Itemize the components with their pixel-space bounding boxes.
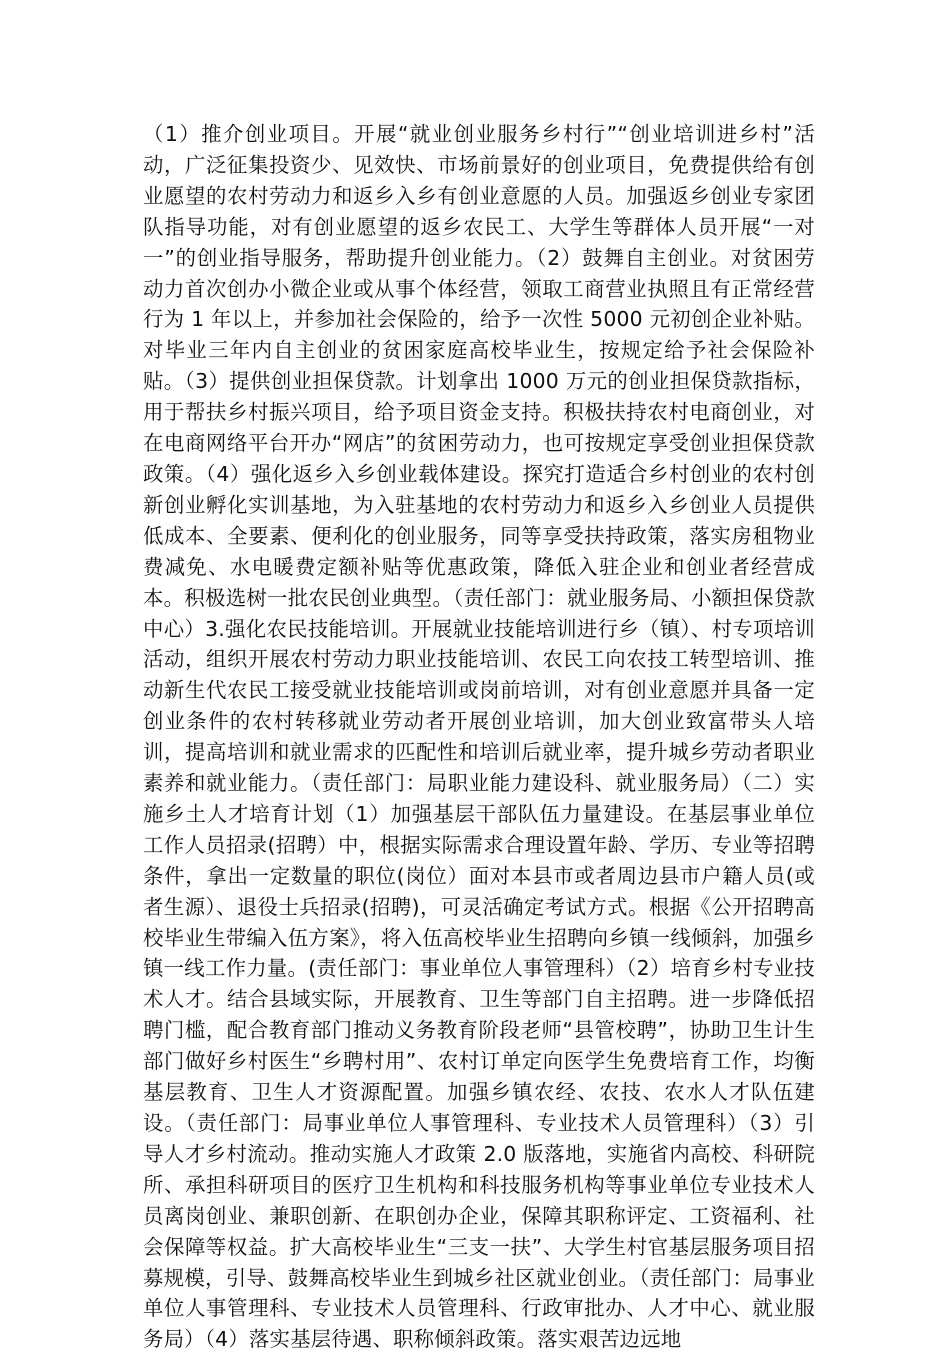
body-paragraph: （1）推介创业项目。开展“就业创业服务乡村行”“创业培训进乡村”活动，广泛征集投资少、见效快、市场前景好的创业项目，免费提供给有创业愿望的农村劳动力和返乡入乡有创业意愿的人员。加强返乡创业专家团队指导功能，对有创业愿望的返乡农民工、大学生等群体人员开展“一对一”的创业指导服务，帮助提升创业能力。（2）鼓舞自主创业。对贫困劳动力首次创办小微企业或从事个体经营，领取工商营业执照且有正常经营行为 1 年以上，并参加社会保险的，给予一次性 5000 元初创企业补贴。对毕业三年内自主创业的贫困家庭高校毕业生，按规定给予社会保险补贴。（3）提供创业担保贷款。计划拿出 1000 万元的创业担保贷款指标，用于帮扶乡村振兴项目，给予项目资金支持。积极扶持农村电商创业，对在电商网络平台开办“网店”的贫困劳动力，也可按规定享受创业担保贷款政策。（4）强化返乡入乡创业载体建设。探究打造适合乡村创业的农村创新创业孵化实训基地，为入驻基地的农村劳动力和返乡入乡创业人员提供低成本、全要素、便利化的创业服务，同等享受扶持政策，落实房租物业费减免、水电暖费定额补贴等优惠政策，降低入驻企业和创业者经营成本。积极选树一批农民创业典型。（责任部门：就业服务局、小额担保贷款中心）3.强化农民技能培训。开展就业技能培训进行乡（镇）、村专项培训活动，组织开展农村劳动力职业技能培训、农民工向农技工转型培训、推动新生代农民工接受就业技能培训或岗前培训，对有创业意愿并具备一定创业条件的农村转移就业劳动者开展创业培训，加大创业致富带头人培训，提高培训和就业需求的匹配性和培训后就业率，提升城乡劳动者职业素养和就业能力。（责任部门：局职业能力建设科、就业服务局）（二）实施乡土人才培育计划（1）加强基层干部队伍力量建设。在基层事业单位工作人员招录(招聘）中，根据实际需求合理设置年龄、学历、专业等招聘条件，拿出一定数量的职位(岗位）面对本县市或者周边县市户籍人员(或者生源）、退役士兵招录(招聘)，可灵活确定考试方式。根据《公开招聘高校毕业生带编入伍方案》，将入伍高校毕业生招聘向乡镇一线倾斜，加强乡镇一线工作力量。(责任部门：事业单位人事管理科）（2）培育乡村专业技术人才。结合县域实际，开展教育、卫生等部门自主招聘。进一步降低招聘门槛，配合教育部门推动义务教育阶段老师“县管校聘”，协助卫生计生部门做好乡村医生“乡聘村用”、农村订单定向医学生免费培育工作，均衡基层教育、卫生人才资源配置。加强乡镇农经、农技、农水人才队伍建设。（责任部门：局事业单位人事管理科、专业技术人员管理科）（3）引导人才乡村流动。推动实施人才政策 2.0 版落地，实施省内高校、科研院所、承担科研项目的医疗卫生机构和科技服务机构等事业单位专业技术人员离岗创业、兼职创新、在职创办企业，保障其职称评定、工资福利、社会保障等权益。扩大高校毕业生“三支一扶”、大学生村官基层服务项目招募规模，引导、鼓舞高校毕业生到城乡社区就业创业。（责任部门：局事业单位人事管理科、专业技术人员管理科、行政审批办、人才中心、就业服务局）（4）落实基层待遇、职称倾斜政策。落实艰苦边远地 <box>143 122 815 1352</box>
